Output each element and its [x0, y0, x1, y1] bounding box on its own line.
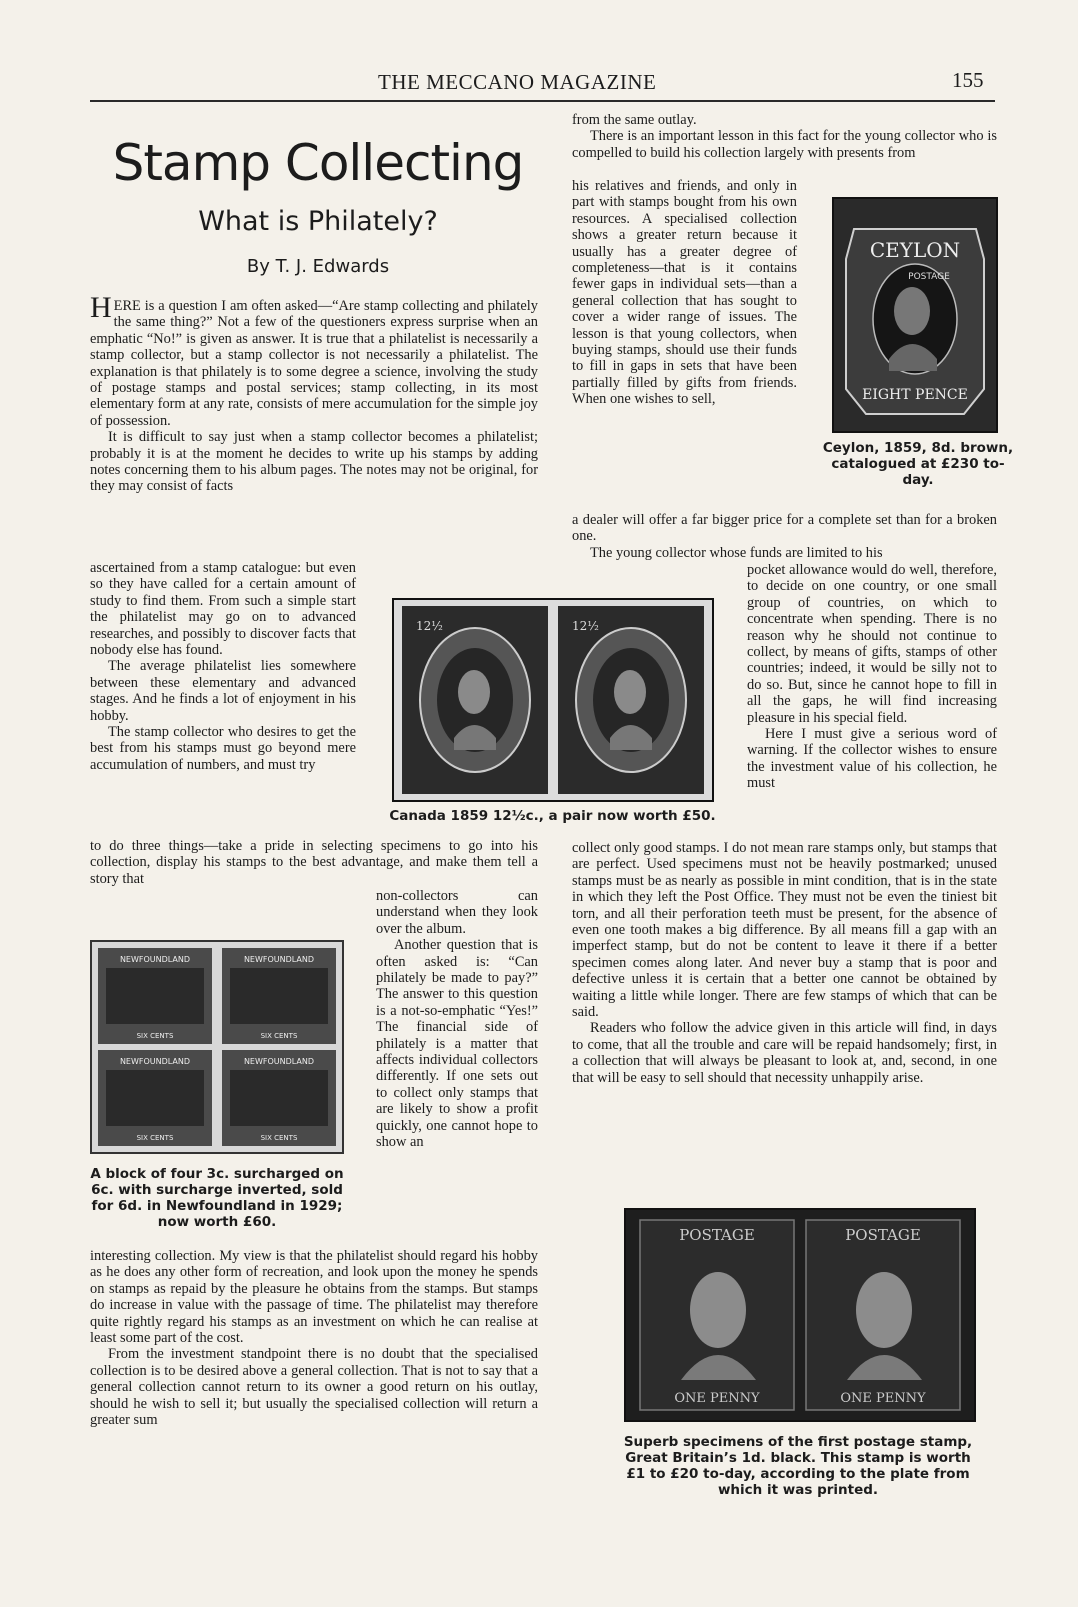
svg-text:ONE PENNY: ONE PENNY — [840, 1391, 926, 1406]
paragraph-bottom: interesting collection. My view is that the philatelist should regard his hobby as he does any other form of recreation, and look upon the money he spends on stamps as repaid by the pleasure he obtains from the stamps. But stamps do increase in value with the passage of time. The philatelist may therefore quite rightly regard his stamps as an investment on which he can realise at least some part of the cost. From the investment standpoint there is no doubt that the specialised collection is to be desired above a general collection. That is not to say that a general collection cannot return to its owner a good return on his outlay, should he wish to sell it; but usually the specialised collection will return a greater sum — [90, 1248, 538, 1429]
newfoundland-block-image — [90, 940, 344, 1154]
penny-black-image — [624, 1208, 976, 1422]
canada-corner-left: 12½ — [416, 619, 443, 633]
article-subtitle: What is Philately? — [198, 206, 438, 237]
newfoundland-stamp — [98, 1050, 212, 1146]
svg-text:NEWFOUNDLAND: NEWFOUNDLAND — [119, 955, 191, 964]
paragraph-intro: HERE is a question I am often asked—“Are stamp collecting and philately the same thing?” Not a few of the questioners express surprise when an emphatic “No!” is given as answer. It is true that a philatelist is necessarily a stamp collector, but a stamp collector is not necessarily a philatelist. The explanation is that philately is to some degree a science, involving the study of postage stamps and postal services; stamp collecting, in its most elementary form at any rate, consists of mere accumulation for the simple joy of possession. It is difficult to say just when a stamp collector becomes a philatelist; probably it is at the moment he decides to write up his stamps by adding notes concerning them to his album pages. The notes may not be original, for they may consist of facts — [90, 291, 538, 495]
paragraph-wide: to do three things—take a pride in selecting specimens to go into his collection, display his stamps to the best advantage, and make them tell a story that — [90, 838, 538, 887]
svg-text:NEWFOUNDLAND: NEWFOUNDLAND — [119, 1057, 191, 1066]
newfoundland-stamp — [98, 948, 212, 1044]
right-paragraph-bottom: collect only good stamps. I do not mean rare stamps only, but stamps that are perfect. Used specimens must not be heavily postmarked; unused stamps must be as nearly as possible in mint condition, that is in the state in which they left the Post Office. They must not be even the tiniest bit torn, and all their perforation teeth must be present, for the absence of even one tooth makes a big difference. By all means fill a gap with an imperfect stamp, but do not be content to leave it there if a better specimen comes along later. And never buy a stamp that is poor and defective unless it is certain that a better one cannot be obtained by waiting a little while longer. There are few stamps of which that can be said. Readers who follow the advice given in this article will find, in days to come, that all the trouble and care will be repaid handsomely; first, in a collection that will always be pleasant to look at, and, second, in one that will be easy to sell should that necessity unhappily arise. — [572, 840, 997, 1086]
canada-corner-right: 12½ — [572, 619, 599, 633]
paragraph: It is difficult to say just when a stamp collector becomes a philatelist; probably it is at the moment he decides to write up his stamps by adding notes concerning them to his album pages. The notes may not be original, for they may consist of facts — [90, 429, 538, 495]
penny-black-stamp-right — [806, 1220, 960, 1410]
right-paragraph-beside-canada: pocket allowance would do well, therefore, to decide on one country, or one small group of countries, on which to concentrate when spending. There is no reason why he should not continue to collect, by means of gifts, stamps of other countries; indeed, it would be silly not to do so. But, since he cannot hope to fill in all the gaps, he will find increasing pleasure in his special field. Here I must give a serious word of warning. If the collector wishes to ensure the investment value of his collection, he must — [747, 562, 997, 792]
svg-text:ONE PENNY: ONE PENNY — [674, 1391, 760, 1406]
page-number: 155 — [952, 68, 984, 92]
svg-text:NEWFOUNDLAND: NEWFOUNDLAND — [243, 1057, 315, 1066]
newfoundland-stamp — [222, 948, 336, 1044]
newfoundland-stamp — [222, 1050, 336, 1146]
ceylon-top-text: CEYLON — [869, 238, 961, 262]
svg-text:SIX CENTS: SIX CENTS — [260, 1134, 298, 1142]
canada-pair-image — [392, 598, 714, 802]
canada-caption: Canada 1859 12½c., a pair now worth £50. — [389, 808, 716, 824]
paragraph-beside-block: non-collectors can understand when they look over the album. Another question that is often asked is: “Can philately be made to pay?” The answer to this question is a not-so-emphatic “Yes!” The financial side of philately is a matter that affects individual collectors differently. If one sets out to collect only stamps that are likely to show a profit quickly, one cannot hope to show an — [376, 888, 538, 1151]
right-paragraph-wide: a dealer will offer a far bigger price for a complete set than for a broken one. The young collector whose funds are limited to his — [572, 512, 997, 561]
svg-text:POSTAGE: POSTAGE — [679, 1226, 755, 1244]
penny-black-caption: Superb specimens of the first postage stamp, Great Britain’s 1d. black. This stamp is worth £1 to £20 to-day, according to the plate from which it was printed. — [623, 1434, 973, 1498]
svg-text:SIX CENTS: SIX CENTS — [136, 1032, 174, 1040]
svg-text:SIX CENTS: SIX CENTS — [136, 1134, 174, 1142]
canada-stamp-left — [402, 606, 548, 794]
right-paragraph-top: from the same outlay. There is an important lesson in this fact for the young collector who is compelled to build his collection largely with presents from — [572, 112, 997, 161]
canada-stamp-right — [558, 606, 704, 794]
running-head: THE MECCANO MAGAZINE — [378, 70, 657, 94]
svg-text:POSTAGE: POSTAGE — [845, 1226, 921, 1244]
penny-black-stamp-left — [640, 1220, 794, 1410]
byline: By T. J. Edwards — [246, 256, 390, 277]
svg-text:NEWFOUNDLAND: NEWFOUNDLAND — [243, 955, 315, 964]
newfoundland-caption: A block of four 3c. surcharged on 6c. with surcharge inverted, sold for 6d. in Newfoundland in 1929; now worth £60. — [90, 1166, 344, 1230]
ceylon-stamp-image — [832, 197, 998, 433]
right-paragraph-narrow: his relatives and friends, and only in part with stamps bought from his own resources. A specialised collection shows a greater return because it usually has a greater degree of completeness—that is it contains fewer gaps in individual sets—than a general collection that has sought to cover a wider range of issues. The lesson is that young collectors, when buying stamps, should use their funds to fill in gaps in sets that have been partially filled by gifts from friends. When one wishes to sell, — [572, 178, 797, 408]
header-rule — [90, 100, 995, 102]
article-title: Stamp Collecting — [112, 134, 524, 192]
svg-text:SIX CENTS: SIX CENTS — [260, 1032, 298, 1040]
paragraph-narrow: ascertained from a stamp catalogue: but even so they have called for a certain amount of study to find them. From such a simple start the philatelist may go on to advanced researches, and possibly to discover facts that nobody else has found. The average philatelist lies somewhere between these elementary and advanced stages. And he finds a lot of enjoyment in his hobby. The stamp collector who desires to get the best from his stamps must go beyond mere accumulation of numbers, and must try — [90, 560, 356, 773]
ceylon-inner-text: POSTAGE — [908, 272, 950, 282]
drop-cap: H — [90, 291, 112, 324]
ceylon-caption: Ceylon, 1859, 8d. brown, catalogued at £230 to-day. — [822, 440, 1014, 488]
ceylon-bottom-text: EIGHT PENCE — [862, 387, 968, 403]
